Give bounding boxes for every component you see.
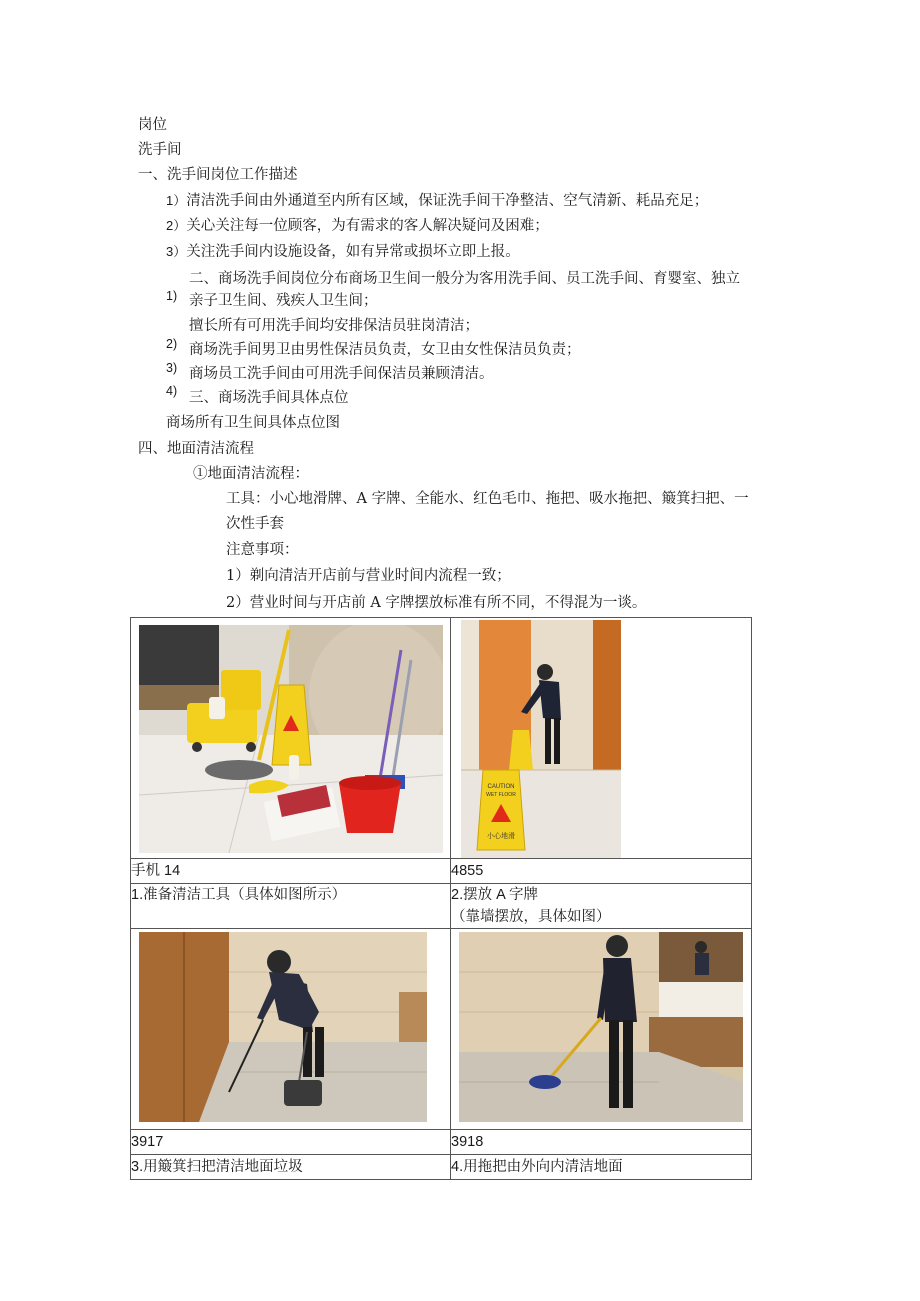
photo-cell <box>451 929 752 1130</box>
section3-title: 三、商场洗手间具体点位 <box>189 390 349 406</box>
placing-sign-illustration <box>461 620 621 858</box>
section2-line: 商场洗手间男卫由男性保洁员负责，女卫由女性保洁员负责； <box>189 342 581 358</box>
photo-id: 4855 <box>451 859 752 884</box>
sign-cn-text: 小心地滑 <box>487 832 515 840</box>
photo-mopping <box>459 932 743 1122</box>
table-row <box>131 1155 752 1180</box>
section1-title: 一、洗手间岗位工作描述 <box>138 167 298 183</box>
cleaning-tools-illustration <box>139 625 443 853</box>
sweeping-illustration <box>139 932 427 1122</box>
step-caption: 2.摆放 A 字牌 （靠墙摆放，具体如图） <box>451 884 752 929</box>
photo-cell <box>131 618 451 859</box>
section3-line: 商场所有卫生间具体点位图 <box>166 415 340 431</box>
section1-item: 2）关心关注每一位顾客，为有需求的客人解决疑问及困难； <box>166 218 549 234</box>
photo-id: 3918 <box>451 1130 752 1155</box>
photo-id: 手机 14 <box>131 859 451 884</box>
table-row <box>131 618 752 859</box>
photo-placing-sign <box>461 620 621 858</box>
step-caption: 4.用拖把由外向内清洁地面 <box>451 1155 752 1180</box>
list-marker: 1) <box>166 289 178 303</box>
heading-restroom: 洗手间 <box>138 142 182 158</box>
note-item: 1）剃向清洁开店前与营业时间内流程一致； <box>226 568 511 584</box>
section2-line: 亲子卫生间、残疾人卫生间； <box>189 293 378 309</box>
section4-title: 四、地面清洁流程 <box>138 441 254 457</box>
section2-line: 擅长所有可用洗手间均安排保洁员驻岗清洁； <box>189 318 479 334</box>
sign-caution-text: CAUTION <box>487 784 515 790</box>
list-marker: 3) <box>166 361 178 375</box>
sign-wetfloor-text: WET FLOOR <box>486 792 516 798</box>
mopping-illustration <box>459 932 743 1122</box>
note-item: 2）营业时间与开店前 A 字牌摆放标准有所不同，不得混为一谈。 <box>226 595 647 611</box>
photo-id: 3917 <box>131 1130 451 1155</box>
photo-cleaning-tools <box>139 625 443 853</box>
section4-subtitle: ①地面清洁流程： <box>193 466 309 482</box>
step-caption: 1.准备清洁工具（具体如图所示） <box>131 884 451 929</box>
section2-line: 商场员工洗手间由可用洗手间保洁员兼顾清洁。 <box>189 366 494 382</box>
table-row <box>131 884 752 929</box>
photo-sweeping <box>139 932 427 1122</box>
photo-cell <box>131 929 451 1130</box>
heading-post: 岗位 <box>138 117 167 133</box>
notes-title: 注意事项： <box>226 542 299 558</box>
table-row <box>131 929 752 1130</box>
section1-item: 1）清洁洗手间由外通道至内所有区域，保证洗手间干净整洁、空气清新、耗品充足； <box>166 193 709 209</box>
step-caption: 3.用簸箕扫把清洁地面垃圾 <box>131 1155 451 1180</box>
section1-item: 3）关注洗手间内设施设备，如有异常或损坏立即上报。 <box>166 244 520 260</box>
table-row <box>131 1130 752 1155</box>
section2-line: 二、商场洗手间岗位分布商场卫生间一般分为客用洗手间、员工洗手间、育婴室、独立 <box>189 271 740 287</box>
tools-line: 次性手套 <box>226 516 284 532</box>
tools-line: 工具：小心地滑牌、A 字牌、全能水、红色毛巾、拖把、吸水拖把、簸箕扫把、一 <box>226 491 749 507</box>
table-row <box>131 859 752 884</box>
photo-table <box>130 617 752 1180</box>
photo-cell <box>451 618 752 859</box>
list-marker: 4) <box>166 384 178 398</box>
list-marker: 2) <box>166 337 178 351</box>
